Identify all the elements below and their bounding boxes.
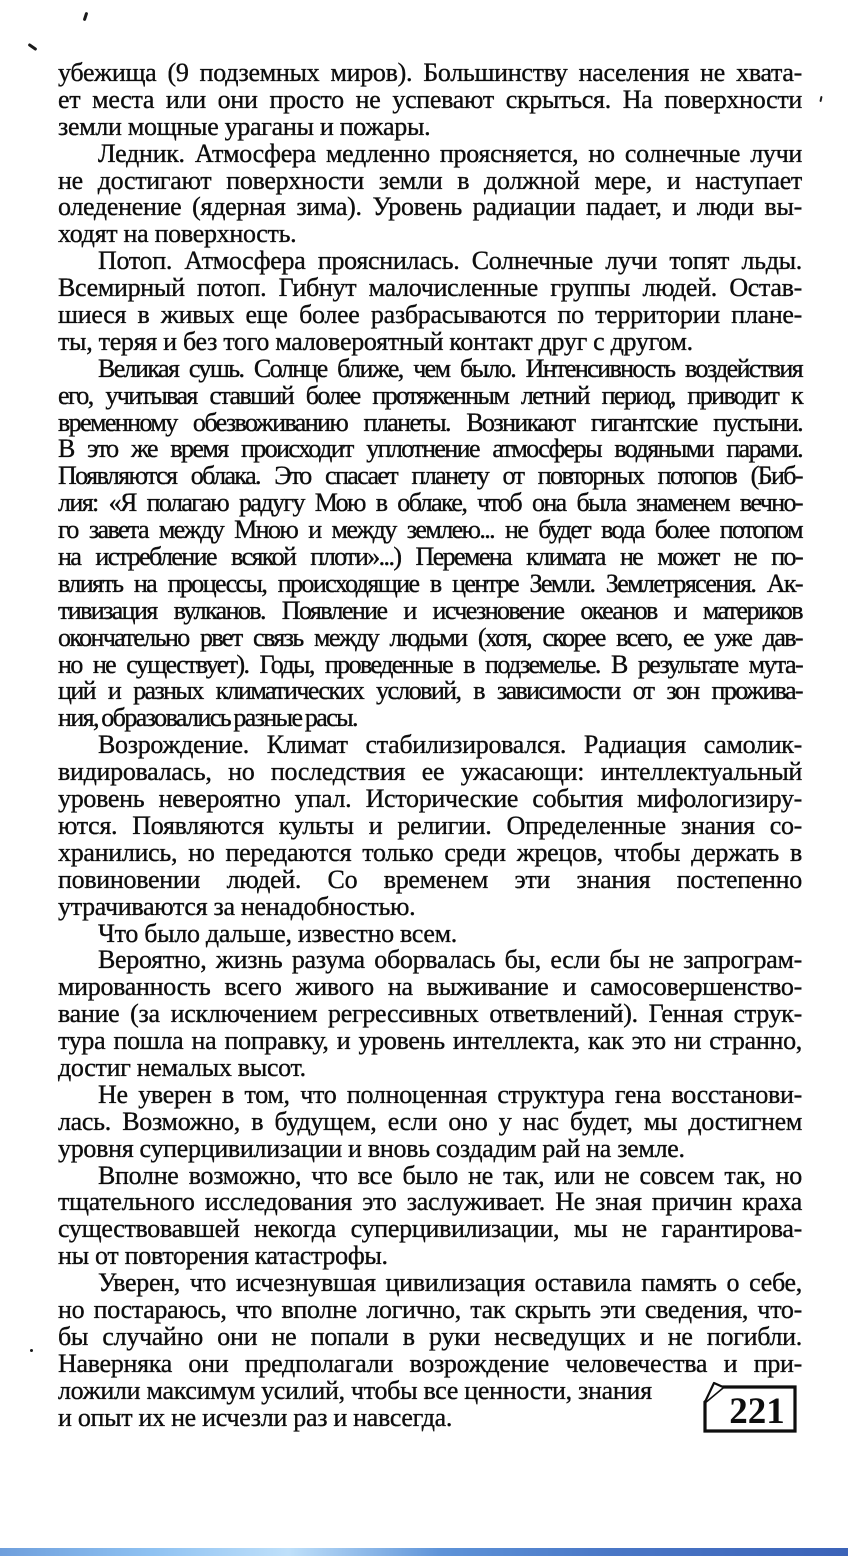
text-line: влиять на процессы, происходящие в центре Земли. Землетрясения. Ак- (58, 568, 802, 598)
paragraph (58, 1270, 802, 1431)
text-line: уровень невероятно упал. Исторические события мифологизиру- (58, 784, 802, 814)
text-line: земли мощные ураганы и пожары. (58, 111, 431, 141)
text-line: хранились, но передаются только среди жрецов, чтобы держать в (58, 837, 802, 867)
text-column (58, 60, 802, 1431)
text-line: ет места или они просто не успевают скрыться. На поверхности (58, 84, 802, 114)
paragraph (58, 1079, 802, 1163)
text-line: ций и разных климатических условий, в зависимости от зон прожива- (58, 676, 802, 706)
text-line: тивизация вулканов. Появление и исчезновение океанов и материков (58, 595, 802, 625)
text-line: убежища (9 подземных миров). Большинству населения не хвата- (58, 58, 802, 87)
text-line: достиг немалых высот. (58, 1052, 306, 1082)
text-line: В это же время происходит уплотнение атмосферы водяными парами. (58, 434, 802, 464)
scan-edge-strip (0, 1548, 848, 1556)
text-line: Появляются облака. Это спасает планету от повторных потопов (Биб- (58, 461, 802, 491)
text-line: бы случайно они не попали в руки несведущих и не погибли. (58, 1321, 802, 1351)
scan-speck (30, 1349, 33, 1352)
text-line: Потоп. Атмосфера прояснилась. Солнечные лучи топят льды. (98, 246, 802, 276)
text-line: вание (за исключением регрессивных ответвлений). Генная струк- (58, 999, 802, 1029)
text-line: видировалась, но последствия ее ужасающи: интеллектуальный (58, 757, 802, 787)
text-line: окончательно рвет связь между людьми (хотя, скорее всего, ее уже дав- (58, 622, 802, 652)
text-line: тура пошла на поправку, и уровень интеллекта, как это ни странно, (58, 1026, 802, 1056)
text-line: но постараюсь, что вполне логично, так скрыть эти сведения, что- (58, 1294, 802, 1324)
text-line: Ледник. Атмосфера медленно проясняется, но солнечные лучи (98, 138, 802, 168)
text-line: Всемирный потоп. Гибнут малочисленные группы людей. Остав- (58, 273, 802, 303)
text-line: Не уверен в том, что полноценная структура гена восстанови- (98, 1079, 802, 1109)
text-line: не достигают поверхности земли в должной мере, и наступает (58, 165, 802, 195)
text-line: Возрождение. Климат стабилизировался. Радиация самолик- (98, 730, 802, 760)
text-line: утрачиваются за ненадобностью. (58, 891, 416, 921)
text-line: ния, образовались разные расы. (58, 703, 357, 733)
text-line: уровня суперцивилизации и вновь создадим рай на земле. (58, 1133, 685, 1163)
text-line: лась. Возможно, в будущем, если оно у нас будет, мы достигнем (58, 1106, 802, 1136)
text-line: ты, теряя и без того маловероятный контакт друг с другом. (58, 326, 693, 356)
paragraph (58, 947, 802, 1081)
scan-speck (28, 43, 38, 51)
paragraph (58, 248, 802, 356)
paragraph (58, 732, 802, 920)
text-line: его, учитывая ставший более протяженным летний период, приводит к (58, 380, 802, 410)
paragraph (58, 60, 802, 141)
paragraph (58, 918, 802, 948)
text-line: шиеся в живых еще более разбрасываются по территории плане- (58, 300, 802, 330)
text-line: Что было дальше, известно всем. (98, 918, 457, 948)
text-line: ходят на поверхность. (58, 219, 297, 249)
paragraph (58, 1160, 802, 1271)
paragraph (58, 353, 802, 733)
text-line: ны от повторения катастрофы. (58, 1241, 388, 1271)
text-line: ложили максимум усилий, чтобы все ценности, знания (58, 1375, 652, 1405)
dog-ear-corner-icon (700, 1381, 800, 1437)
text-line: Вполне возможно, что все было не так, или не совсем так, но (98, 1160, 802, 1190)
text-line: существовавшей некогда суперцивилизации, мы не гарантирова- (58, 1214, 802, 1244)
paragraph (58, 138, 802, 249)
scan-speck (819, 96, 822, 102)
page-number: 221 (729, 1391, 785, 1432)
text-line: но не существует). Годы, проведенные в подземелье. В результате мута- (58, 649, 802, 679)
text-line: лия: «Я полагаю радугу Мою в облаке, чтоб она была знаменем вечно- (58, 488, 802, 518)
text-line: тщательного исследования это заслуживает. Не зная причин краха (58, 1187, 802, 1217)
scan-speck (83, 12, 89, 21)
text-line: Уверен, что исчезнувшая цивилизация оставила память о себе, (98, 1268, 802, 1298)
text-line: и опыт их не исчезли раз и навсегда. (58, 1402, 453, 1432)
text-line: Великая сушь. Солнце ближе, чем было. Интенсивность воздействия (98, 353, 802, 383)
text-line: го завета между Мною и между землею... не будет вода более потопом (58, 515, 802, 545)
text-line: временному обезвоживанию планеты. Возникают гигантские пустыни. (58, 407, 802, 437)
text-line: повиновении людей. Со временем эти знания постепенно (58, 864, 802, 894)
text-line: Вероятно, жизнь разума оборвалась бы, если бы не запрограм- (98, 945, 802, 975)
text-line: на истребление всякой плоти»...) Перемена климата не может не по- (58, 542, 802, 572)
page-number-box (700, 1381, 800, 1437)
text-line: мированность всего живого на выживание и самосовершенство- (58, 972, 802, 1002)
text-line: Наверняка они предполагали возрождение человечества и при- (58, 1348, 802, 1378)
text-line: ются. Появляются культы и религии. Определенные знания со- (58, 810, 802, 840)
text-line: оледенение (ядерная зима). Уровень радиации падает, и люди вы- (58, 192, 802, 222)
